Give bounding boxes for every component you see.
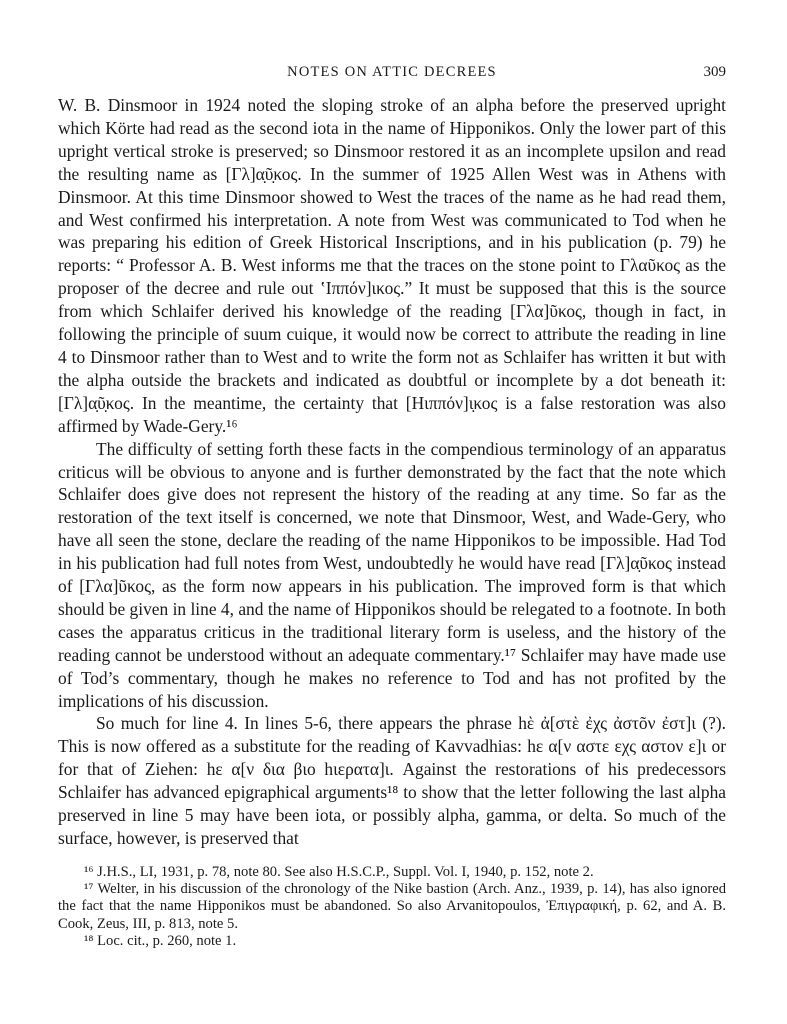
running-head bbox=[58, 62, 726, 88]
paragraph-3: So much for line 4. In lines 5-6, there appears the phrase hὲ ἀ[στὲ ἐχς ἀστõν ἐστ]ι (?). This is now offered as a substitute for the reading of Kavvadhias: hε α[ν αστε εχς αστον ε]ι or for that of Ziehen: hε α[ν δια βιο hιερατα]ι. Against the restorations of his predecessors Schlaifer has advanced epigraphical arguments¹⁸ to show that the letter following the last alpha preserved in line 5 may have been iota, or possibly alpha, gamma, or delta. So much of the surface, however, is preserved that bbox=[58, 713, 726, 848]
footnote-16: ¹⁶ J.H.S., LI, 1931, p. 78, note 80. See also H.S.C.P., Suppl. Vol. I, 1940, p. 152, note 2. bbox=[84, 863, 594, 880]
running-title: NOTES ON ATTIC DECREES bbox=[287, 64, 497, 80]
footnote-17: ¹⁷ Welter, in his discussion of the chronology of the Nike bastion (Arch. Anz., 1939, p. 14), has also ignored the fact that the name Hipponikos must be abandoned. So also Arvanitopoulos, Ἐπιγραφική, p. 62, and A. B. Cook, Zeus, III, p. 813, note 5. bbox=[58, 881, 726, 932]
paragraph-1: W. B. Dinsmoor in 1924 noted the sloping stroke of an alpha before the preserved upright which Körte had read as the second iota in the name of Hipponikos. Only the lower part of this upright vertical stroke is preserved; so Dinsmoor restored it as an incomplete upsilon and read the resulting name as [Γλ]α̣ῦ̣κος. In the summer of 1925 Allen West was in Athens with Dinsmoor. At this time Dinsmoor showed to West the traces of the name as he had read them, and West confirmed his interpretation. A note from West was communicated to Tod when he was preparing his edition of Greek Historical Inscriptions, and in his publication (p. 79) he reports: “ Professor A. B. West informs me that the traces on the stone point to Γλαῦκος as the proposer of the decree and rule out ʽΙππόν]ικος.” It must be supposed that this is the source from which Schlaifer derived his knowledge of the reading [Γλα]ῦκος, though in fact, in following the principle of suum cuique, it would now be correct to attribute the reading in line 4 to Dinsmoor rather than to West and to write the form not as Schlaifer has written it but with the alpha outside the brackets and indicated as doubtful or incomplete by a dot beneath it: [Γλ]α̣ῦ̣κος. In the meantime, the certainty that [Ηιππόν]ι̣κος is a false restoration was also affirmed by Wade-Gery.¹⁶ bbox=[58, 95, 726, 436]
body-text bbox=[58, 94, 726, 850]
paragraph-2: The difficulty of setting forth these facts in the compendious terminology of an apparatus criticus will be obvious to anyone and is further demonstrated by the fact that the note which Schlaifer does give does not represent the history of the reading at any time. So far as the restoration of the text itself is concerned, we note that Dinsmoor, West, and Wade-Gery, who have all seen the stone, declare the reading of the name Hipponikos to be impossible. Had Tod in his publication had full notes from West, undoubtedly he would have read [Γλ]α̣ῦκος instead of [Γλα]ῦκος, as the form now appears in his publication. The improved form is that which should be given in line 4, and the name of Hipponikos should be relegated to a footnote. In both cases the apparatus criticus in the traditional literary form is useless, and the history of the reading cannot be understood without an adequate commentary.¹⁷ Schlaifer may have made use of Tod’s commentary, though he makes no reference to Tod and has not profited by the implications of his discussion. bbox=[58, 438, 726, 711]
footnotes bbox=[58, 864, 726, 950]
footnote-18: ¹⁸ Loc. cit., p. 260, note 1. bbox=[84, 932, 237, 949]
page bbox=[58, 62, 726, 950]
page-number: 309 bbox=[703, 64, 726, 80]
